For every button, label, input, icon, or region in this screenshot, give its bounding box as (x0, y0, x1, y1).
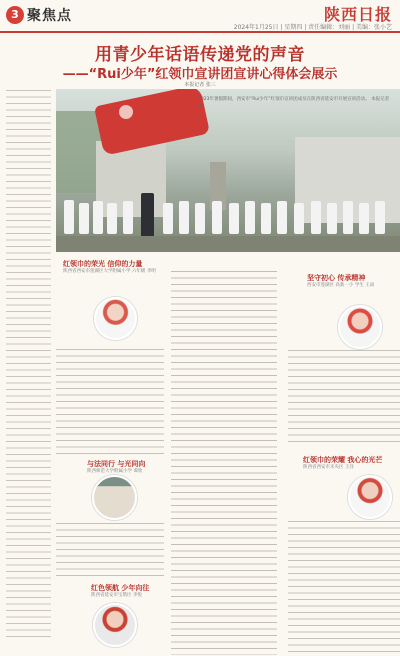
article-subtitle: ——“Rui少年”红领巾宣讲团宣讲心得体会展示 (62, 67, 338, 82)
left-margin-text (6, 90, 51, 638)
flag-emblem-icon (119, 105, 133, 119)
date-line: 2024年1月25日 | 星期四 | 责任编辑：刘丽 | 美编：张小艺 (233, 24, 392, 31)
middle-column-body (171, 271, 277, 655)
section-subheading-4: 西安市莲湖区 高新一小 学生 王雨 (307, 283, 375, 288)
section-heading-4: 坚守初心 传承精神 (307, 274, 366, 282)
section-subheading-1: 陕西省西安市莲湖区大学附属小学 六年级 李明 (63, 269, 156, 274)
page-header (0, 0, 400, 30)
section-heading-2: 与法同行 与光同向 (87, 460, 146, 468)
author-photo-2 (92, 475, 137, 520)
section-subheading-2: 陕西师范大学附属小学 谭欣 (87, 469, 143, 474)
section-name: 聚焦点 (27, 8, 72, 24)
author-photo-3 (93, 603, 137, 647)
section-4-body (288, 350, 400, 445)
photo-caption: 2023年暑假期间，西安市“Rui少年”红领巾宣讲团成员在陕西省延安市开展宣讲活动。 本报记者 摄 (198, 97, 390, 109)
header-divider (0, 31, 400, 33)
article-columns (56, 259, 400, 656)
article-title: 用青少年话语传递党的声音 (95, 45, 305, 65)
lead-photo (56, 89, 400, 252)
newspaper-name: 陕西日报 (323, 5, 392, 24)
section-2-body (56, 523, 164, 581)
section-1-body (56, 349, 164, 454)
author-photo-1 (94, 297, 137, 340)
section-heading-3: 红色领航 少年向往 (91, 584, 150, 592)
section-subheading-3: 陕西省延安市宝塔区 李悦 (91, 593, 142, 598)
section-subheading-5: 陕西省西安市未央区 王洋 (303, 465, 354, 470)
section-heading-1: 红领巾的荣光 信仰的力量 (63, 260, 143, 268)
author-photo-5 (348, 475, 392, 519)
section-number-badge: 3 (6, 6, 24, 24)
section-heading-5: 红领巾的荣耀 我心的光芒 (303, 456, 383, 464)
author-photo-4 (338, 305, 382, 349)
article-byline: 本报记者 张三 (184, 82, 216, 88)
section-5-body (288, 521, 400, 653)
photo-students-row (56, 191, 400, 252)
